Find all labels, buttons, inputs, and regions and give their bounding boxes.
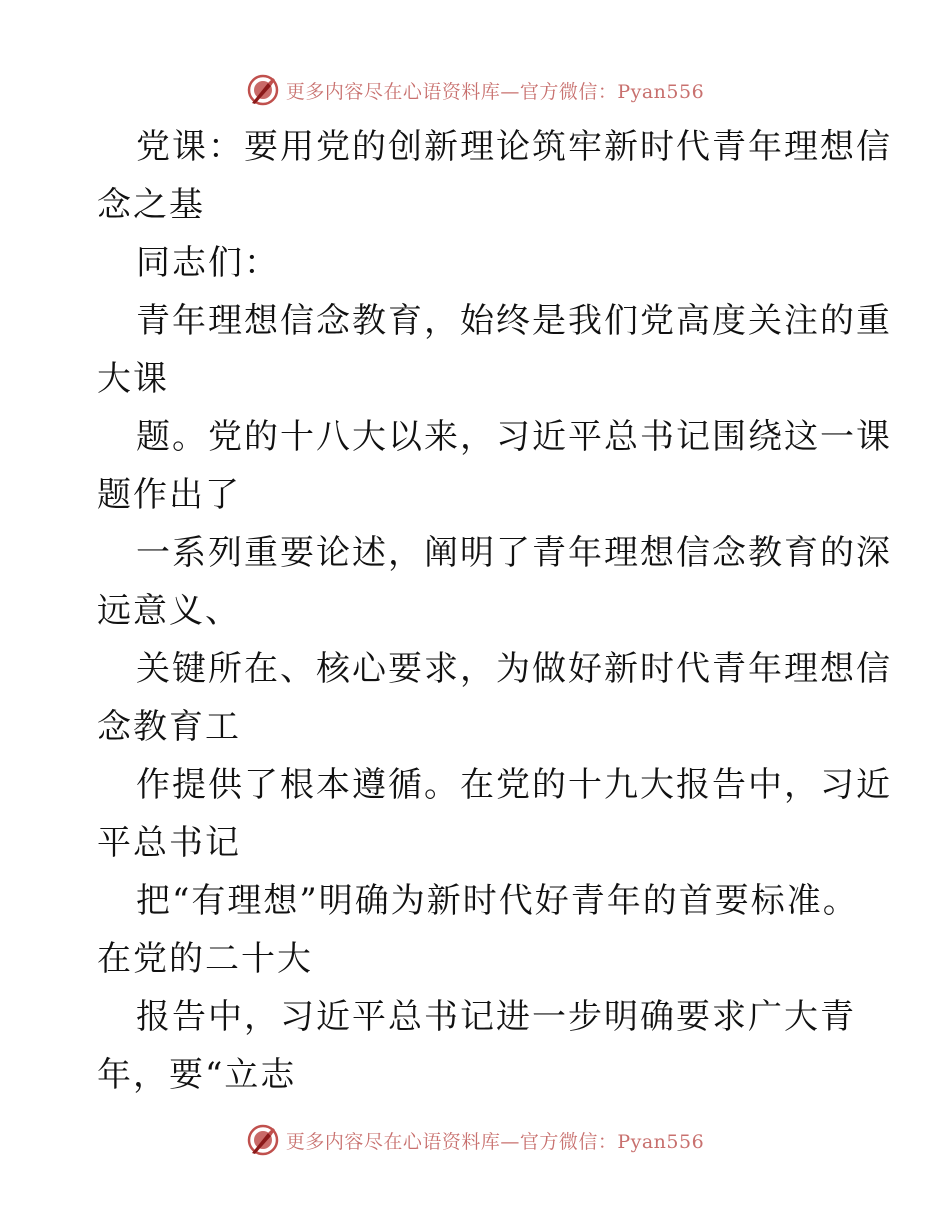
paragraph-line: 念教育工 <box>97 707 241 747</box>
paragraph-line: 远意义、 <box>97 591 241 631</box>
paragraph-line: 关键所在、核心要求，为做好新时代青年理想信 <box>136 649 892 689</box>
pen-logo-icon <box>246 1123 280 1157</box>
header-watermark <box>0 70 950 110</box>
paragraph-line: 题作出了 <box>97 475 241 515</box>
salutation: 同志们： <box>136 243 280 283</box>
pen-logo-icon <box>246 73 280 107</box>
paragraph-line: 一系列重要论述，阐明了青年理想信念教育的深 <box>136 533 892 573</box>
watermark-text: 更多内容尽在心语资料库—官方微信：Pyan556 <box>285 80 705 103</box>
paragraph-line: 在党的二十大 <box>97 939 313 979</box>
title-line-2: 念之基 <box>97 185 205 225</box>
paragraph-line: 把“有理想”明确为新时代好青年的首要标准。 <box>136 881 859 921</box>
paragraph-line: 报告中，习近平总书记进一步明确要求广大青 <box>136 997 856 1037</box>
paragraph-line: 作提供了根本遵循。在党的十九大报告中，习近 <box>136 765 892 805</box>
paragraph-line: 青年理想信念教育，始终是我们党高度关注的重 <box>136 301 892 341</box>
paragraph-line: 平总书记 <box>97 823 241 863</box>
paragraph-line: 大课 <box>97 359 169 399</box>
title-line-1: 党课：要用党的创新理论筑牢新时代青年理想信 <box>136 127 892 167</box>
paragraph-line: 年，要“立志 <box>97 1055 297 1095</box>
paragraph-line: 题。党的十八大以来，习近平总书记围绕这一课 <box>136 417 892 457</box>
watermark-text: 更多内容尽在心语资料库—官方微信：Pyan556 <box>285 1130 705 1153</box>
footer-watermark <box>0 1120 950 1160</box>
document-body <box>0 118 950 1104</box>
